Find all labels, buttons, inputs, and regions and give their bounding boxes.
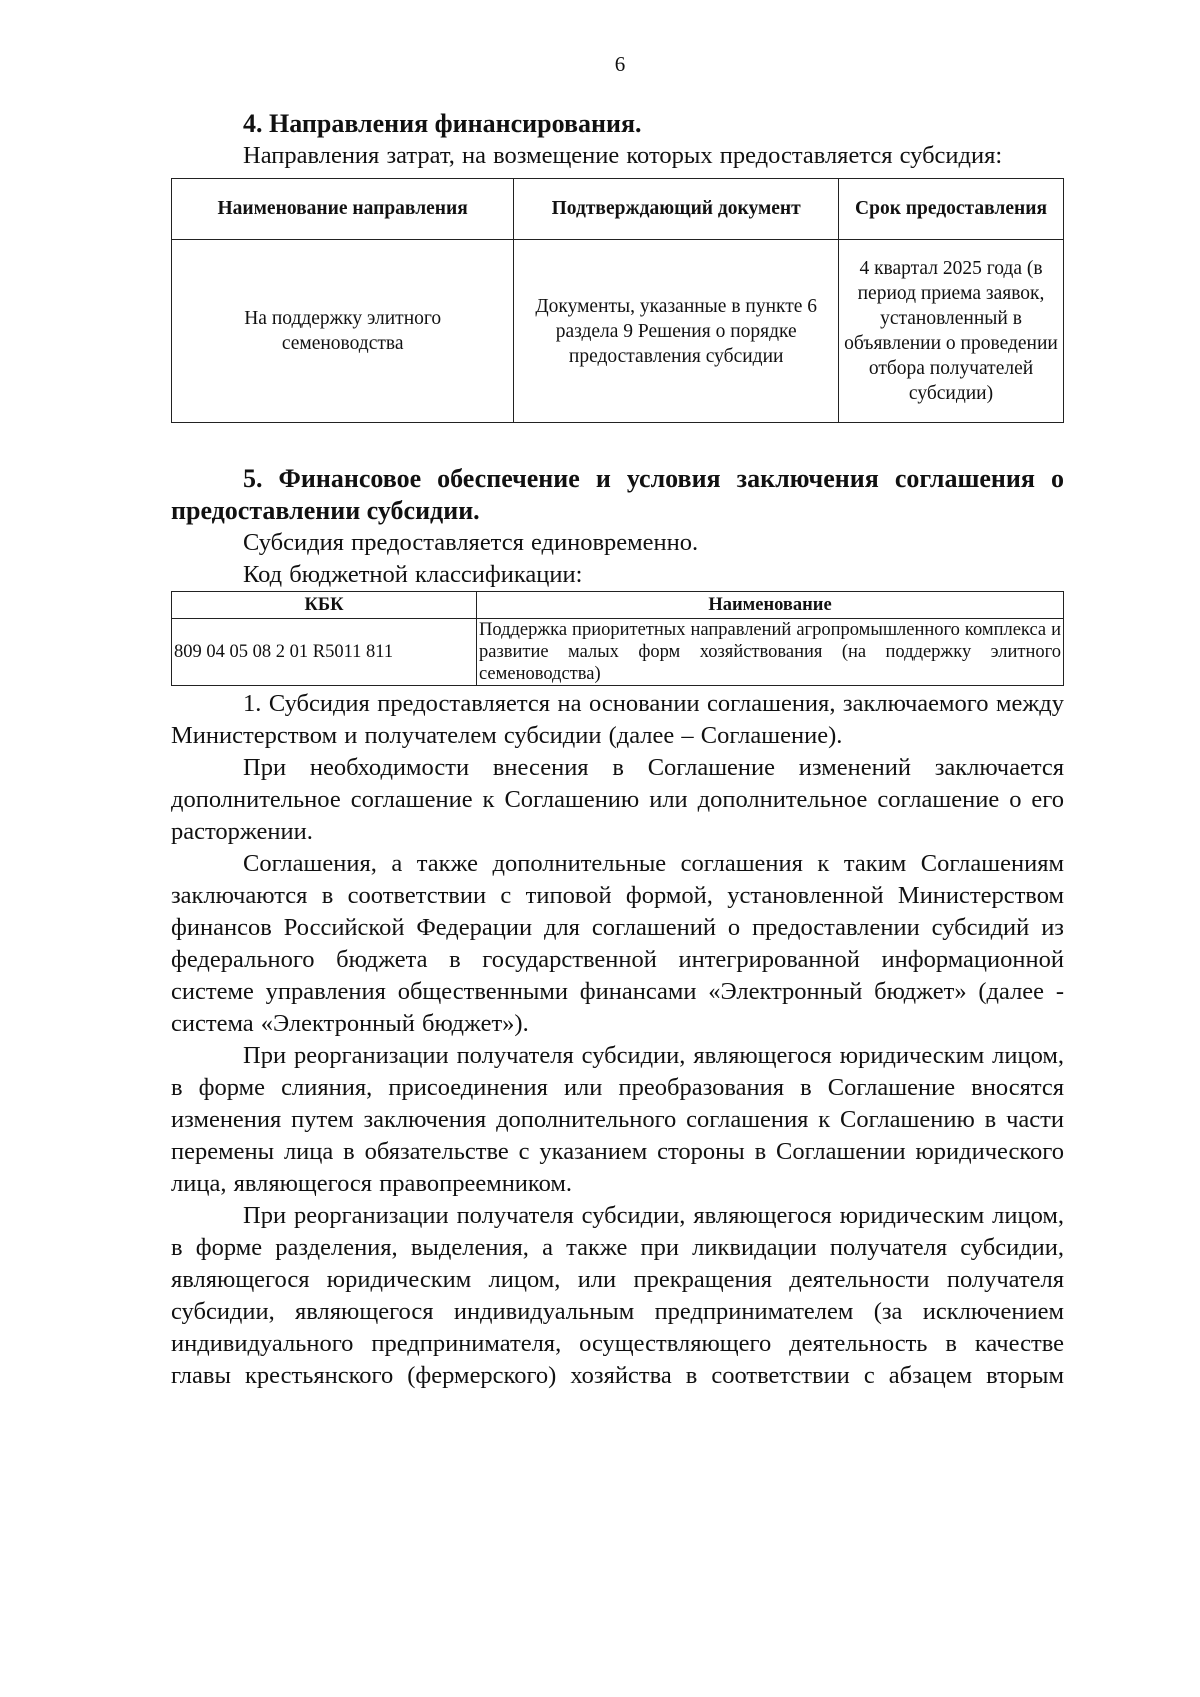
paragraph-standard-form: Соглашения, а также дополнительные соглашения к таким Соглашениям заключаются в соответствии с типовой формой, установленной Министерством финансов Российской Федерации для соглашений о предоставлении субсидий из федерального бюджета в государственной интегрированной информационной системе управления общественными финансами «Электронный бюджет» (далее - система «Электронный бюджет»).	[171, 850, 1064, 1037]
header-name: Наименование	[477, 592, 1064, 619]
header-document: Подтверждающий документ	[514, 179, 839, 240]
paragraph-agreement-basis: 1. Субсидия предоставляется на основании соглашения, заключаемого между Министерством и получателем субсидии (далее – Соглашение).	[171, 690, 1064, 749]
cell-direction: На поддержку элитного семеноводства	[172, 240, 514, 423]
page-content	[171, 108, 1064, 1392]
onetime-paragraph: Субсидия предоставляется единовременно.	[243, 529, 699, 556]
table-row	[172, 619, 1064, 686]
page-number: 6	[614, 52, 626, 76]
kbk-label: Код бюджетной классификации:	[243, 561, 583, 588]
table-header-row	[172, 592, 1064, 619]
cell-deadline: 4 квартал 2025 года (в период приема заявок, установленный в объявлении о проведении отбора получателей субсидии)	[839, 240, 1064, 423]
paragraph-reorganization-division: При реорганизации получателя субсидии, являющегося юридическим лицом, в форме разделения, выделения, а также при ликвидации получателя субсидии, являющегося юридическим лицом, или прекращения деятельности получателя субсидии, являющегося индивидуальным предпринимателем (за исключением индивидуального предпринимателя, осуществляющего деятельность в качестве главы крестьянского (фермерского) хозяйства в соответствии с абзацем вторым	[171, 1202, 1064, 1389]
table-row	[172, 240, 1064, 423]
header-deadline: Срок предоставления	[839, 179, 1064, 240]
header-kbk: КБК	[172, 592, 477, 619]
section-4-intro: Направления затрат, на возмещение которых предоставляется субсидия:	[243, 142, 1003, 169]
section-5-heading: 5. Финансовое обеспечение и условия заключения соглашения о предоставлении субсидии.	[171, 464, 1064, 525]
section-4-heading: 4. Направления финансирования.	[243, 109, 642, 138]
cell-kbk-code: 809 04 05 08 2 01 R5011 811	[172, 619, 477, 686]
cell-document: Документы, указанные в пункте 6 раздела 9 Решения о порядке предоставления субсидии	[514, 240, 839, 423]
kbk-table	[171, 591, 1064, 686]
header-direction: Наименование направления	[172, 179, 514, 240]
paragraph-reorganization-merger: При реорганизации получателя субсидии, являющегося юридическим лицом, в форме слияния, присоединения или преобразования в Соглашение вносятся изменения путем заключения дополнительного соглашения к Соглашению в части перемены лица в обязательстве с указанием стороны в Соглашении юридического лица, являющегося правопреемником.	[171, 1042, 1064, 1197]
funding-directions-table	[171, 178, 1064, 423]
paragraph-amendments: При необходимости внесения в Соглашение изменений заключается дополнительное соглашение к Соглашению или дополнительное соглашение о его расторжении.	[171, 754, 1064, 845]
cell-kbk-name: Поддержка приоритетных направлений агропромышленного комплекса и развитие малых форм хозяйствования (на поддержку элитного семеноводства)	[477, 619, 1064, 686]
table-header-row	[172, 179, 1064, 240]
